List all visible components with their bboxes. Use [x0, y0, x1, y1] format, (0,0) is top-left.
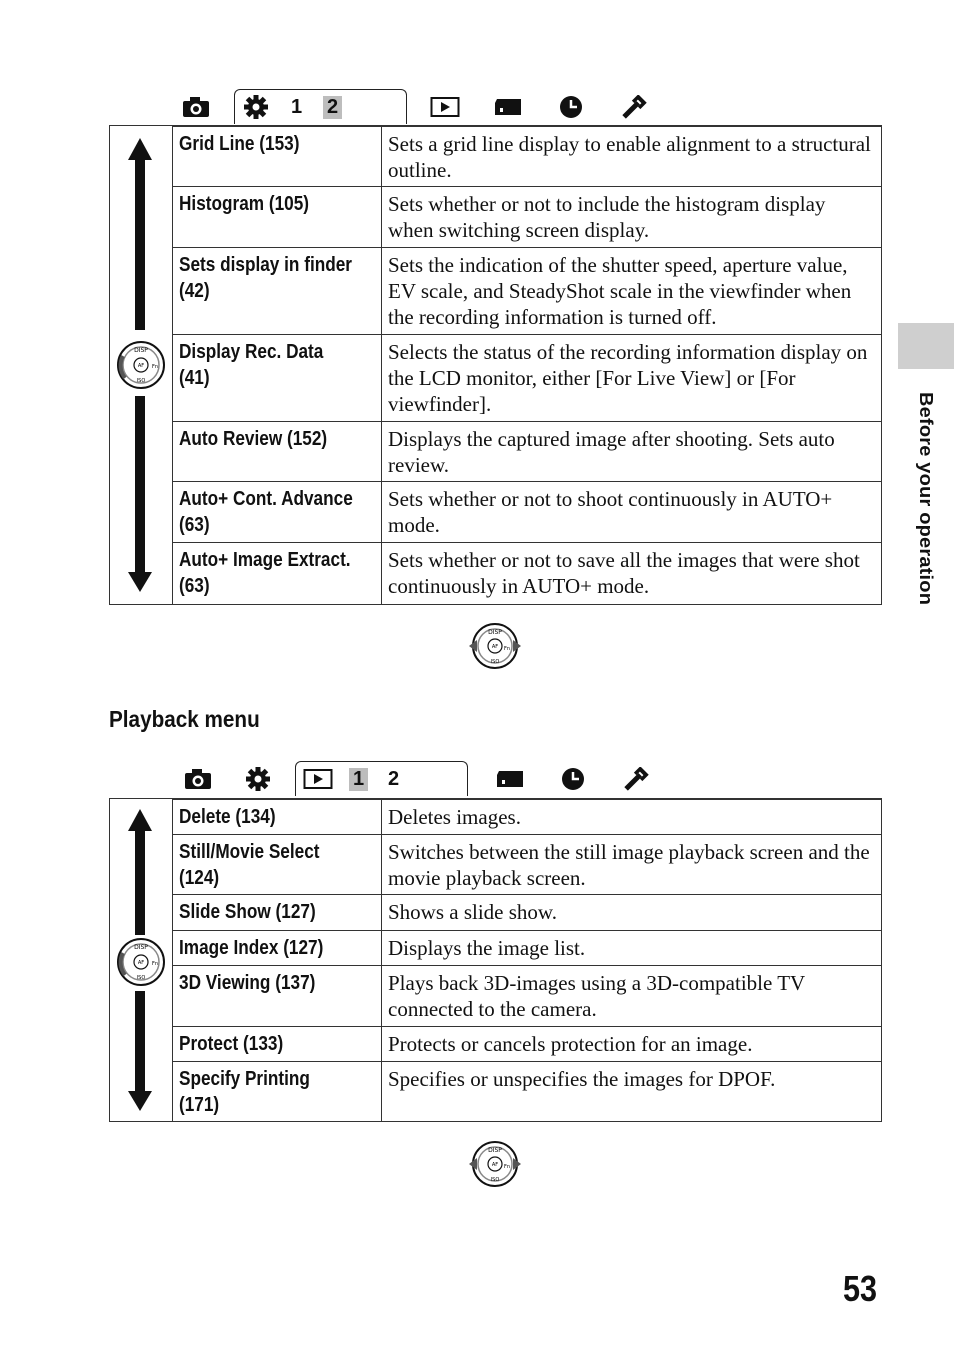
svg-text:DISP: DISP — [488, 629, 502, 636]
menu-item-description: Protects or cancels protection for an image. — [388, 1032, 753, 1056]
menu-row-specify-printing[interactable] — [173, 1061, 881, 1122]
menu-item-name: Auto Review (152) — [179, 428, 328, 450]
menu-row-display-rec-data[interactable] — [173, 334, 881, 421]
playback-menu-table — [109, 798, 882, 1122]
menu-item-name: Slide Show (127) — [179, 901, 316, 923]
tab-page-2[interactable]: 2 — [323, 96, 342, 119]
clock-icon[interactable] — [558, 767, 588, 791]
gear-icon[interactable] — [241, 95, 271, 119]
menu-item-name: Sets display in finder (42) — [179, 254, 353, 302]
menu-row-display-finder[interactable] — [173, 247, 881, 334]
scroll-indicator — [110, 126, 173, 604]
side-tab-label: Before your operation — [915, 392, 936, 606]
camera-icon[interactable] — [181, 95, 211, 119]
menu-item-description: Sets whether or not to save all the images that were shot continuously in AUTO+ mode. — [388, 548, 860, 598]
menu-row-image-index[interactable] — [173, 930, 881, 965]
menu-item-description: Sets the indication of the shutter speed, aperture value, EV scale, and SteadyShot scale in the viewfinder when the recording information is turned off. — [388, 253, 852, 329]
svg-text:DISP: DISP — [134, 944, 148, 951]
menu-row-3d-viewing[interactable] — [173, 965, 881, 1026]
menu-item-name: Histogram (105) — [179, 193, 309, 215]
svg-text:DISP: DISP — [134, 347, 148, 354]
svg-text:ISO: ISO — [136, 975, 146, 981]
menu-item-name: Display Rec. Data (41) — [179, 341, 324, 389]
control-dial-icon — [115, 338, 167, 392]
menu-item-description: Deletes images. — [388, 805, 521, 829]
svg-text:DISP: DISP — [488, 1147, 502, 1154]
playback-icon[interactable] — [430, 95, 460, 119]
menu-row-auto-cont-advance[interactable] — [173, 481, 881, 542]
menu-item-name: Auto+ Cont. Advance (63) — [179, 488, 353, 536]
svg-text:Fn: Fn — [151, 364, 159, 370]
memory-card-icon[interactable] — [495, 767, 525, 791]
menu-item-name: Delete (134) — [179, 806, 276, 828]
wrench-icon[interactable] — [619, 95, 649, 119]
menu-item-description: Displays the image list. — [388, 936, 586, 960]
svg-text:ISO: ISO — [136, 378, 146, 384]
menu-item-description: Displays the captured image after shooting. Sets auto review. — [388, 427, 835, 477]
svg-text:AF: AF — [137, 960, 145, 966]
menu-item-description: Sets a grid line display to enable alignment to a structural outline. — [388, 132, 871, 182]
menu-item-name: Still/Movie Select (124) — [179, 841, 320, 889]
menu-row-grid-line[interactable] — [173, 126, 881, 187]
menu-item-name: Image Index (127) — [179, 937, 324, 959]
svg-text:AF: AF — [491, 644, 499, 650]
wrench-icon[interactable] — [621, 767, 651, 791]
page-number: 53 — [843, 1268, 878, 1309]
menu-item-name: 3D Viewing (137) — [179, 972, 316, 994]
menu-item-description: Sets whether or not to shoot continuously in AUTO+ mode. — [388, 487, 833, 537]
menu-row-auto-image-extract[interactable] — [173, 542, 881, 605]
menu-item-description: Plays back 3D-images using a 3D-compatible TV connected to the camera. — [388, 971, 805, 1021]
control-dial-icon — [465, 620, 525, 672]
svg-text:Fn: Fn — [503, 1164, 511, 1170]
memory-card-icon[interactable] — [493, 95, 523, 119]
gear-icon[interactable] — [243, 767, 273, 791]
svg-text:Fn: Fn — [503, 646, 511, 652]
menu-item-description: Switches between the still image playback screen and the movie playback screen. — [388, 840, 870, 890]
menu-item-name: Grid Line (153) — [179, 133, 300, 155]
menu-item-description: Specifies or unspecifies the images for DPOF. — [388, 1067, 776, 1091]
recording-menu-table — [109, 125, 882, 605]
tab-page-1[interactable]: 1 — [291, 96, 303, 118]
svg-text:AF: AF — [137, 363, 145, 369]
menu-item-name: Specify Printing (171) — [179, 1068, 310, 1116]
menu-row-delete[interactable] — [173, 799, 881, 834]
tab-page-1[interactable]: 1 — [349, 768, 368, 791]
menu-row-protect[interactable] — [173, 1026, 881, 1061]
menu-item-name: Protect (133) — [179, 1033, 284, 1055]
menu-item-name: Auto+ Image Extract. (63) — [179, 549, 351, 597]
menu-row-still-movie-select[interactable] — [173, 834, 881, 894]
menu-item-description: Shows a slide show. — [388, 900, 557, 924]
top-menu-tabbar — [175, 89, 655, 125]
svg-text:ISO: ISO — [490, 659, 500, 665]
menu-item-description: Selects the status of the recording information display on the LCD monitor, either [For Live View] or [For viewfinder]. — [388, 340, 868, 416]
svg-text:AF: AF — [491, 1162, 499, 1168]
side-tab-marker — [898, 323, 954, 369]
camera-icon[interactable] — [183, 767, 213, 791]
playback-menu-tabbar — [175, 761, 655, 797]
menu-item-description: Sets whether or not to include the histogram display when switching screen display. — [388, 192, 826, 242]
clock-icon[interactable] — [556, 95, 586, 119]
scroll-indicator — [110, 799, 173, 1121]
svg-text:ISO: ISO — [490, 1177, 500, 1183]
section-title-playback-menu: Playback menu — [109, 706, 260, 732]
svg-text:Fn: Fn — [151, 961, 159, 967]
playback-icon[interactable] — [303, 767, 333, 791]
menu-row-auto-review[interactable] — [173, 421, 881, 482]
tab-page-2[interactable]: 2 — [388, 768, 400, 790]
control-dial-icon — [465, 1138, 525, 1190]
menu-row-histogram[interactable] — [173, 186, 881, 247]
menu-row-slide-show[interactable] — [173, 894, 881, 930]
control-dial-icon — [115, 935, 167, 989]
